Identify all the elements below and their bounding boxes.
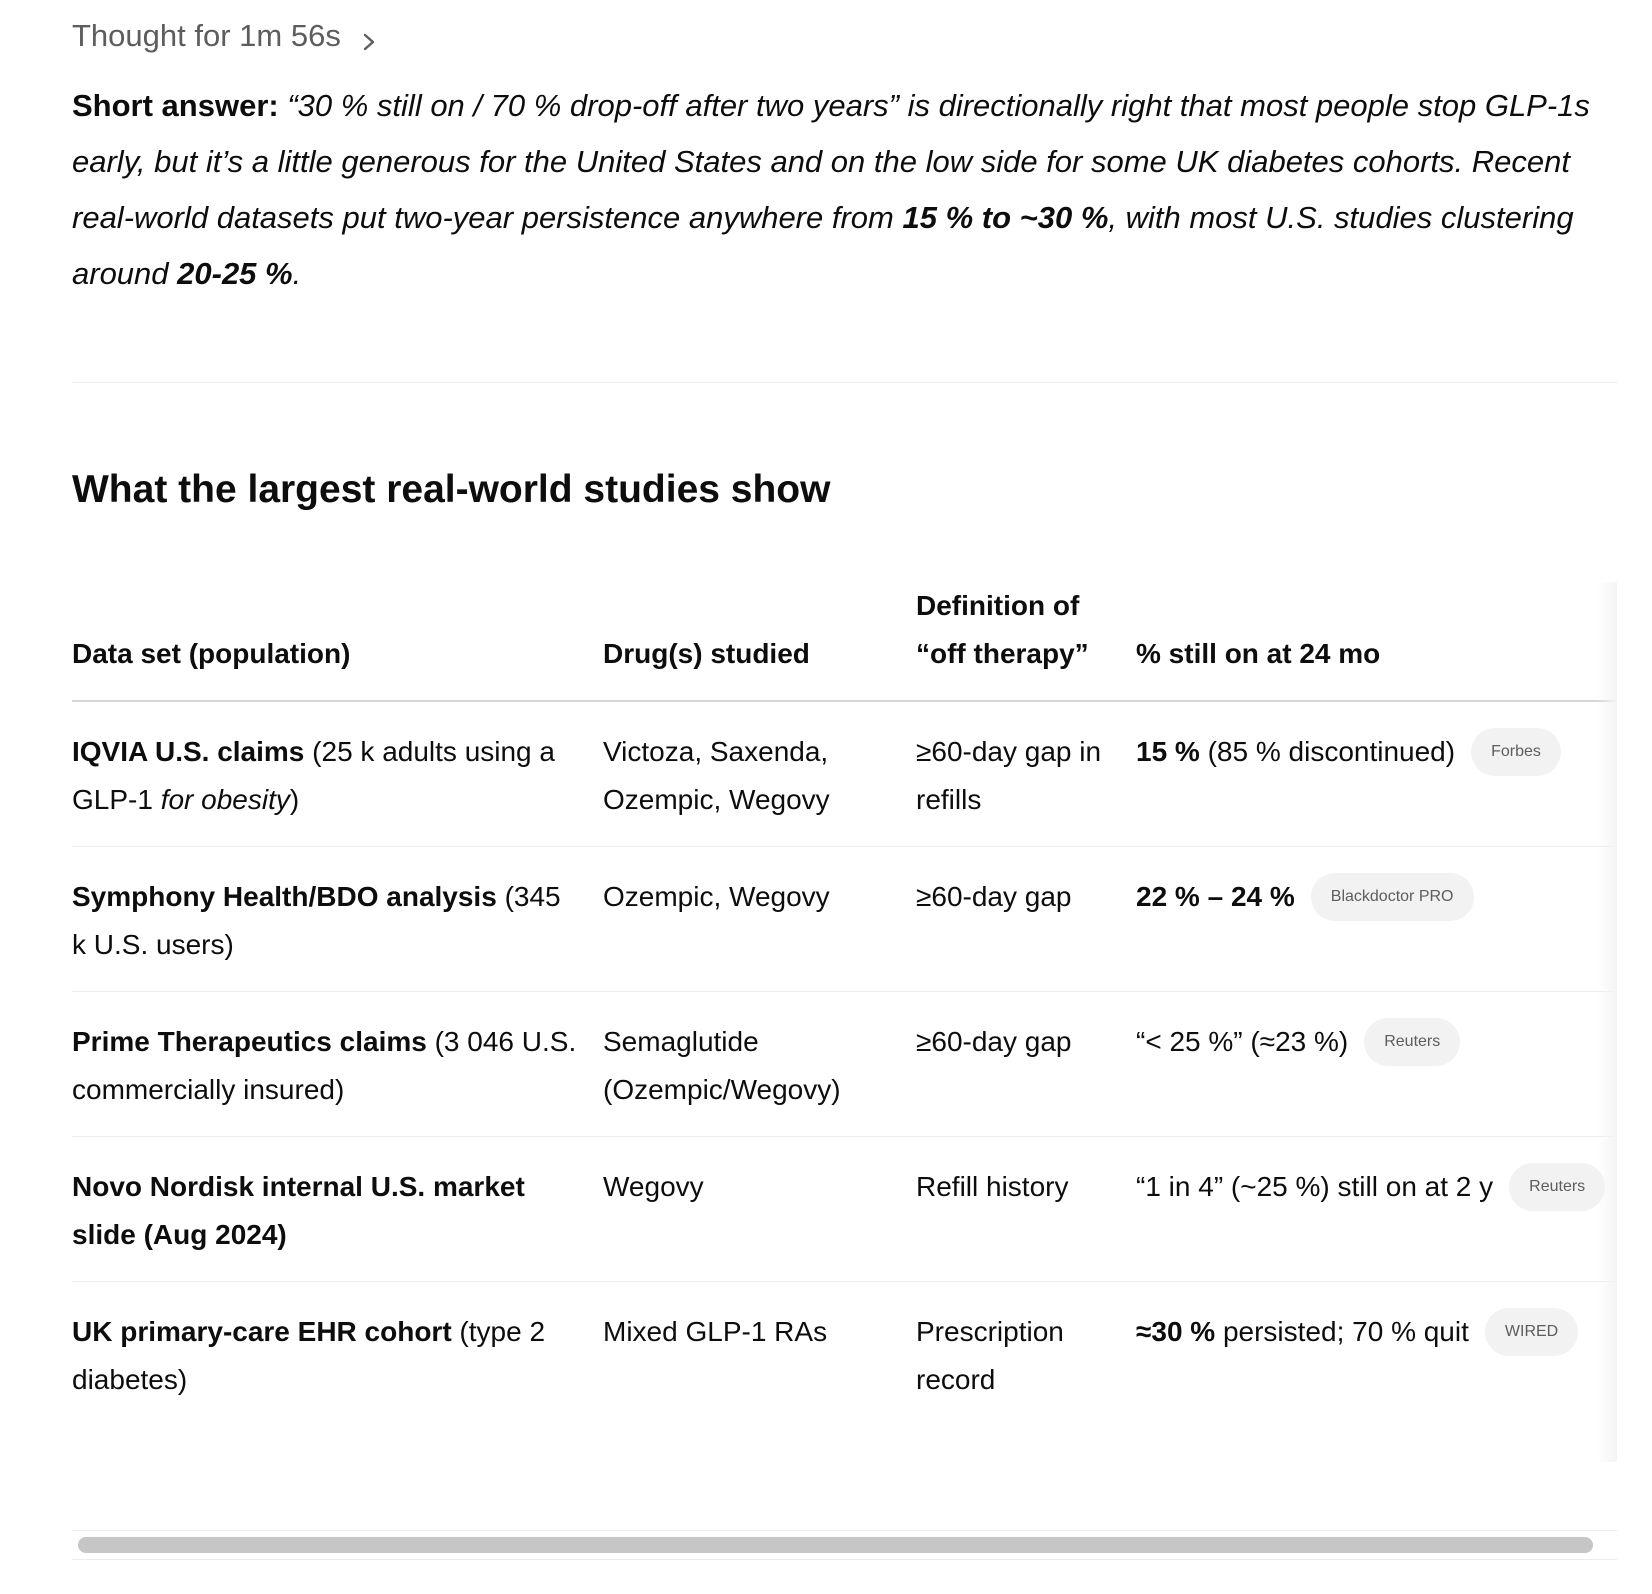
drugs-cell: Ozempic, Wegovy xyxy=(603,847,916,992)
chevron-right-icon xyxy=(359,25,379,47)
result-cell: ≈30 % persisted; 70 % quit WIRED xyxy=(1136,1282,1617,1427)
dataset-cell: Novo Nordisk internal U.S. market slide (Aug 2024) xyxy=(72,1137,603,1282)
table-row xyxy=(72,1282,1617,1427)
short-answer-text: “30 % still on / 70 % drop-off after two years” is directionally right that most people stop GLP-1s early, but it’s a little generous for the United States and on the low side for some UK diabetes cohorts. Recent real-world datasets put two-year persistence anywhere from 15 % to ~30 %, with most U.S. studies clustering around 20-25 %. xyxy=(72,88,1590,291)
table-row xyxy=(72,847,1617,992)
drugs-cell: Victoza, Saxenda, Ozempic, Wegovy xyxy=(603,701,916,847)
table-row xyxy=(72,701,1617,847)
thought-label: Thought for 1m 56s xyxy=(72,18,341,53)
result-cell: 15 % (85 % discontinued) Forbes xyxy=(1136,701,1617,847)
definition-cell: ≥60-day gap in refills xyxy=(916,701,1136,847)
short-answer-paragraph xyxy=(72,78,1617,302)
dataset-cell: Prime Therapeutics claims (3 046 U.S. commercially insured) xyxy=(72,992,603,1137)
column-header-result: % still on at 24 mo xyxy=(1136,582,1617,701)
short-answer-lead: Short answer: xyxy=(72,88,279,123)
scrollbar-thumb[interactable] xyxy=(78,1537,1593,1553)
source-citation-badge[interactable]: WIRED xyxy=(1485,1308,1578,1356)
column-header-definition: Definition of “off therapy” xyxy=(916,582,1136,701)
studies-table-scroll-area[interactable] xyxy=(72,582,1617,1562)
drugs-cell: Mixed GLP-1 RAs xyxy=(603,1316,828,1347)
thought-toggle[interactable] xyxy=(72,18,379,54)
definition-cell: ≥60-day gap xyxy=(916,847,1136,992)
table-row xyxy=(72,1137,1617,1282)
section-divider xyxy=(72,382,1617,383)
definition-cell: Refill history xyxy=(916,1137,1136,1282)
result-cell: 22 % – 24 % Blackdoctor PRO xyxy=(1136,847,1617,992)
result-cell: “1 in 4” (~25 %) still on at 2 y Reuters xyxy=(1136,1137,1617,1282)
source-citation-badge[interactable]: Reuters xyxy=(1509,1163,1605,1211)
source-citation-badge[interactable]: Reuters xyxy=(1364,1018,1460,1066)
section-heading: What the largest real-world studies show xyxy=(72,468,831,511)
dataset-cell: Symphony Health/BDO analysis (345 k U.S. users) xyxy=(72,847,603,992)
drugs-cell: Wegovy xyxy=(603,1137,916,1282)
table-row xyxy=(72,992,1617,1137)
result-cell: “< 25 %” (≈23 %) Reuters xyxy=(1136,992,1617,1137)
dataset-cell: IQVIA U.S. claims (25 k adults using a GLP-1 for obesity) xyxy=(72,701,603,847)
drugs-cell: Semaglutide (Ozempic/Wegovy) xyxy=(603,992,916,1137)
dataset-cell: UK primary-care EHR cohort (type 2 diabetes) xyxy=(72,1316,546,1395)
source-citation-badge[interactable]: Forbes xyxy=(1471,728,1561,776)
definition-cell: Prescription record xyxy=(916,1316,1064,1395)
source-citation-badge[interactable]: Blackdoctor PRO xyxy=(1311,873,1474,921)
column-header-drugs: Drug(s) studied xyxy=(603,582,916,701)
horizontal-scrollbar[interactable] xyxy=(72,1530,1617,1560)
overflow-fade xyxy=(1597,582,1617,1462)
column-header-dataset: Data set (population) xyxy=(72,582,603,701)
table-header-row xyxy=(72,582,1617,701)
studies-table xyxy=(72,582,1617,1426)
definition-cell: ≥60-day gap xyxy=(916,992,1136,1137)
